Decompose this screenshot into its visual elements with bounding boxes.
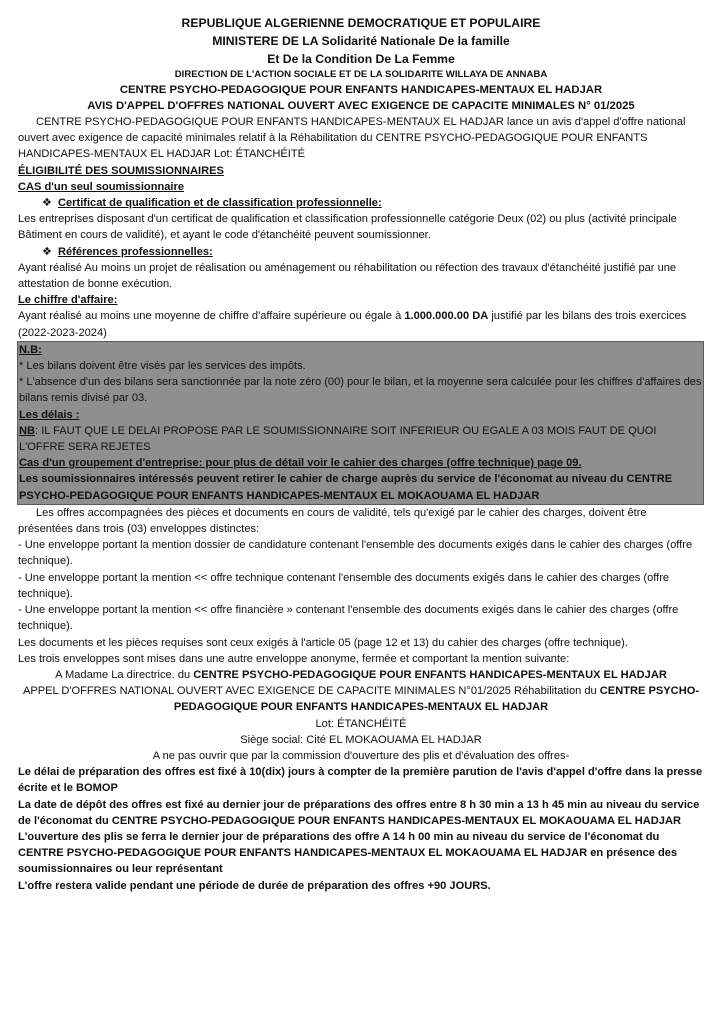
header-republic: REPUBLIQUE ALGERIENNE DEMOCRATIQUE ET POPULAIRE xyxy=(181,16,541,30)
mention-addressee xyxy=(18,667,704,683)
header-centre: CENTRE PSYCHO-PEDAGOGIQUE POUR ENFANTS HANDICAPES-MENTAUX EL HADJAR xyxy=(119,84,603,96)
delays-title: Les délais : xyxy=(19,408,80,421)
outer-envelope: Les trois enveloppes sont mises dans une autre enveloppe anonyme, fermée et comportant la mention suivante: xyxy=(18,652,570,665)
mention-tender xyxy=(18,683,704,715)
retrieve-note xyxy=(19,471,702,503)
nb-item-2: * L'absence d'un des bilans sera sanctionnée par la note zéro (00) pour le bilan, et la moyenne sera calculée pour les chiffres d'affaires des bilans remis divisé par 03. xyxy=(19,376,702,405)
mention-tender-b: CENTRE PSYCHO-PEDAGOGIQUE POUR ENFANTS HANDICAPES-MENTAUX EL HADJAR xyxy=(173,685,700,714)
shaded-notes-block xyxy=(17,341,704,505)
header-condition: Et De la Condition De La Femme xyxy=(267,52,455,66)
turnover-text-a: Ayant réalisé au moins une moyenne de chiffre d'affaire supérieure ou égale à xyxy=(18,310,405,323)
retrieve-text-b: CENTRE PSYCHO-PEDAGOGIQUE POUR ENFANTS HANDICAPES-MENTAUX EL MOKAOUAMA EL HADJAR xyxy=(19,473,673,502)
envelope-financial: - Une enveloppe portant la mention << offre financière » contenant l'ensemble des documents exigés dans le cahier des charges (offre technique). xyxy=(18,604,679,633)
references-text: Ayant réalisé Au moins un projet de réalisation ou aménagement ou réhabilitation ou réfection des travaux d'étanchéité justifié par une attestation de bonne exécution. xyxy=(18,261,677,291)
turnover-amount: 1.000.000.00 DA xyxy=(404,310,489,323)
header-ministry: MINISTERE DE LA Solidarité Nationale De la famille xyxy=(212,34,510,48)
document-page xyxy=(18,14,704,894)
nb-item-1: * Les bilans doivent être visés par les services des impôts. xyxy=(19,360,306,373)
certificate-heading xyxy=(18,195,704,211)
deposit-date: La date de dépôt des offres est fixé au dernier jour de préparations des offres entre 8 h 30 min a 13 h 45 min au niveau du service de l'économat du CENTRE PSYCHO-PEDAGOGIQUE POUR ENFANTS HANDICAPES-MENTAUX EL MOKAOUAMA EL HADJAR xyxy=(18,798,700,827)
envelope-candidature: - Une enveloppe portant la mention dossier de candidature contenant l'ensemble des documents exigés dans le cahier des charges (offre technique). xyxy=(18,539,693,568)
mention-tender-a: APPEL D'OFFRES NATIONAL OUVERT AVEC EXIGENCE DE CAPACITE MINIMALES N°01/2025 Réhabilitation du xyxy=(22,685,600,698)
group-note: Cas d'un groupement d'entreprise: pour plus de détail voir le cahier des charges (offre technique) page 09. xyxy=(19,457,582,470)
mention-lot: Lot: ÉTANCHÉITÉ xyxy=(315,717,407,730)
delay-nb-label: NB xyxy=(19,424,36,437)
mention-addressee-a: A Madame La directrice. du xyxy=(55,668,194,681)
references-title: Références professionnelles: xyxy=(58,245,213,258)
certificate-text: Les entreprises disposant d'un certificat de qualification et classification professionnelle catégorie Deux (02) ou plus (activité principale Bâtiment en cours de validité), et ayant le code d'étanchéité peuvent soumissionner. xyxy=(18,213,677,242)
turnover-text xyxy=(18,308,704,340)
header-direction: DIRECTION DE L'ACTION SOCIALE ET DE LA SOLIDARITE WILLAYA DE ANNABA xyxy=(174,69,548,80)
eligibility-title: ÉLIGIBILITÉ DES SOUMISSIONNAIRES xyxy=(18,164,224,177)
delay-note xyxy=(19,423,702,455)
required-documents: Les documents et les pièces requises sont ceux exigés à l'article 05 (page 12 et 13) du cahier des charges (offre technique). xyxy=(18,636,628,649)
offer-validity: L'offre restera valide pendant une période de durée de préparation des offres +90 JOURS. xyxy=(18,879,491,892)
mention-addressee-b: CENTRE PSYCHO-PEDAGOGIQUE POUR ENFANTS HANDICAPES-MENTAUX EL HADJAR xyxy=(193,668,667,681)
diamond-bullet-icon: ❖ xyxy=(42,197,52,210)
diamond-bullet-icon: ❖ xyxy=(42,245,52,258)
delay-nb-text: : IL FAUT QUE LE DELAI PROPOSE PAR LE SOUMISSIONNAIRE SOIT INFERIEUR OU EGALE A 03 MOIS FAUT DE QUOI L'OFFRE SERA REJETES xyxy=(19,424,657,454)
nb-title: N.B: xyxy=(19,343,42,356)
offers-paragraph: Les offres accompagnées des pièces et documents en cours de validité, tels qu'exigé par le cahier des charges, doivent être présentées dans trois (03) enveloppes distinctes: xyxy=(18,506,647,536)
preparation-delay: Le délai de préparation des offres est fixé à 10(dix) jours à compter de la première parution de l'avis d'appel d'offre dans la presse écrite et le BOMOP xyxy=(18,766,703,795)
turnover-title: Le chiffre d'affaire: xyxy=(18,294,118,307)
mention-do-not-open: A ne pas ouvrir que par la commission d'ouverture des plis et d'évaluation des offres- xyxy=(152,749,570,762)
header-notice-title: AVIS D'APPEL D'OFFRES NATIONAL OUVERT AVEC EXIGENCE DE CAPACITE MINIMALES N° 01/2025 xyxy=(87,100,635,112)
envelope-technical: - Une enveloppe portant la mention << offre technique contenant l'ensemble des documents exigés dans le cahier des charges (offre technique). xyxy=(18,571,670,600)
certificate-title: Certificat de qualification et de classification professionnelle: xyxy=(58,197,382,210)
turnover-text-b: justifié par les bilans des trois exercices (2022-2023-2024) xyxy=(18,310,687,339)
mention-seat: Siège social: Cité EL MOKAOUAMA EL HADJAR xyxy=(240,733,482,746)
intro-paragraph: CENTRE PSYCHO-PEDAGOGIQUE POUR ENFANTS HANDICAPES-MENTAUX EL HADJAR lance un avis d'appel d'offre national ouvert avec exigence de capacité minimales relatif à la Réhabilitation du CENTRE PSYCHO-PEDAGOGIQUE POUR ENFANTS HANDICAPES-MENTAUX EL HADJAR Lot: ÉTANCHÉITÉ xyxy=(18,116,686,161)
retrieve-text-a: Les soumissionnaires intéressés peuvent retirer le cahier de charge auprès du service de l'économat au niveau du xyxy=(19,473,627,486)
opening-of-bids: L'ouverture des plis se ferra le dernier jour de préparations des offre A 14 h 00 min au niveau du service de l'économat du CENTRE PSYCHO-PEDAGOGIQUE POUR ENFANTS HANDICAPES-MENTAUX EL MOKAOUAMA EL HADJAR en présence des soumissionnaires ou leur représentant xyxy=(18,830,678,876)
references-heading xyxy=(18,244,704,260)
single-bidder-case: CAS d'un seul soumissionnaire xyxy=(18,180,184,193)
